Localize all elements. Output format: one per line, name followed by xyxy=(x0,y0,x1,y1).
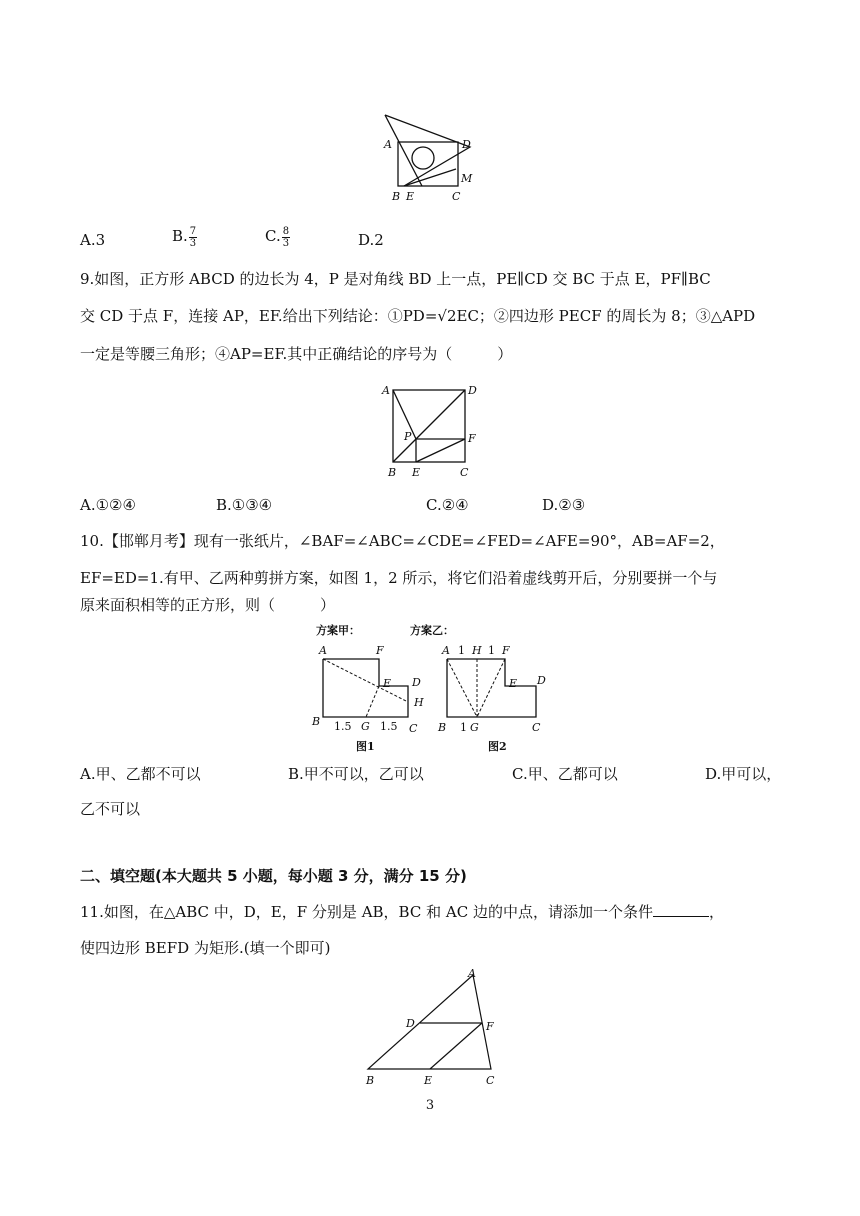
q8-label: A xyxy=(384,138,392,151)
q10-fig1-label: G xyxy=(361,720,370,733)
q9-label: E xyxy=(412,466,421,479)
q10-choice-b: B.甲不可以，乙可以 xyxy=(288,765,424,783)
q10-fig1-label: A xyxy=(319,644,327,657)
q10-fig2-caption: 图2 xyxy=(488,740,507,753)
q10-stem-line3: 原来面积相等的正方形，则（ ） xyxy=(80,596,336,614)
q8-label: M xyxy=(461,172,473,185)
q8-choice-d: D.2 xyxy=(358,231,384,249)
q11-label: B xyxy=(366,1074,375,1087)
q9-label: A xyxy=(382,384,390,397)
q10-choice-d-cont: 乙不可以 xyxy=(80,800,141,818)
q8-choice-a: A.3 xyxy=(80,231,106,249)
q10-fig1-label: 1.5 xyxy=(380,720,398,733)
q8-label: B xyxy=(392,190,401,203)
q10-fig2-label: 1 xyxy=(460,721,467,734)
q11-figure xyxy=(360,965,510,1090)
q8-figure xyxy=(378,110,488,210)
q10-stem-line1: 10.【邯郸月考】现有一张纸片，∠BAF=∠ABC=∠CDE=∠FED=∠AFE=90°，AB=AF=2， xyxy=(80,532,725,550)
q10-fig1-label: F xyxy=(376,644,384,657)
q11-stem-text: 11.如图，在△ABC 中，D，E，F 分别是 AB，BC 和 AC 边的中点，请添加一个条件 xyxy=(80,903,653,921)
q10-fig1-label: H xyxy=(414,696,424,709)
q10-fig2-label: D xyxy=(537,674,546,687)
q10-fig2-title: 方案乙： xyxy=(410,624,454,637)
q9-label: B xyxy=(388,466,397,479)
q9-stem-line1: 9.如图，正方形 ABCD 的边长为 4，P 是对角线 BD 上一点，PE∥CD 交 BC 于点 E，PF∥BC xyxy=(80,270,711,288)
q10-stem-line2: EF=ED=1.有甲、乙两种剪拼方案，如图 1，2 所示，将它们沿着虚线剪开后，分别要拼一个与 xyxy=(80,569,718,587)
q10-choice-d: D.甲可以， xyxy=(705,765,782,783)
q10-fig1-label: 1.5 xyxy=(334,720,352,733)
page-number: 3 xyxy=(425,1098,435,1113)
q11-label: D xyxy=(406,1017,415,1030)
q11-label: F xyxy=(486,1020,494,1033)
q11-label: A xyxy=(468,967,476,980)
q10-fig1-caption: 图1 xyxy=(356,740,375,753)
q10-fig2-label: B xyxy=(438,721,447,734)
q10-choice-a: A.甲、乙都不可以 xyxy=(80,765,201,783)
q11-stem-tail: ， xyxy=(708,903,724,921)
q11-label: E xyxy=(424,1074,433,1087)
q10-fig2-label: C xyxy=(532,721,541,734)
q10-figure1 xyxy=(310,622,440,758)
q9-figure xyxy=(380,380,490,480)
q9-label: C xyxy=(460,466,469,479)
q9-label: P xyxy=(404,430,412,443)
q10-choice-c: C.甲、乙都可以 xyxy=(512,765,618,783)
q10-fig2-label: A xyxy=(442,644,450,657)
q9-choice-b: B.①③④ xyxy=(216,496,273,514)
q8-label: E xyxy=(406,190,415,203)
q10-fig2-label: G xyxy=(470,721,479,734)
q10-fig1-title: 方案甲： xyxy=(316,624,360,637)
q10-fig1-label: C xyxy=(409,722,418,735)
q8-label: D xyxy=(462,138,471,151)
q11-label: C xyxy=(486,1074,495,1087)
section-heading: 二、填空题(本大题共 5 小题，每小题 3 分，满分 15 分) xyxy=(80,867,467,885)
q10-fig2-label: H xyxy=(472,644,482,657)
q10-fig1-label: E xyxy=(383,677,392,690)
q9-stem-line3: 一定是等腰三角形；④AP=EF.其中正确结论的序号为（ ） xyxy=(80,345,513,363)
q9-label: F xyxy=(468,432,476,445)
q9-choice-a: A.①②④ xyxy=(80,496,136,514)
q10-fig1-label: D xyxy=(412,676,421,689)
q11-stem-line2: 使四边形 BEFD 为矩形.(填一个即可) xyxy=(80,939,331,957)
q11-stem-line1 xyxy=(80,901,780,923)
q10-fig2-label: E xyxy=(509,677,518,690)
q9-stem-line2: 交 CD 于点 F，连接 AP，EF.给出下列结论：①PD=√2EC；②四边形 PECF 的周长为 8；③△APD xyxy=(80,307,756,325)
q10-fig2-label: 1 xyxy=(488,644,495,657)
q8-choice-b: B. $\frac{7}{3}$ xyxy=(172,225,197,249)
q9-label: D xyxy=(468,384,477,397)
q10-fig2-label: 1 xyxy=(458,644,465,657)
q9-choice-d: D.②③ xyxy=(542,496,586,514)
q10-fig2-label: F xyxy=(502,644,510,657)
q10-figure2 xyxy=(410,622,562,758)
q9-choice-c: C.②④ xyxy=(426,496,469,514)
answer-blank xyxy=(653,902,709,917)
q10-fig1-label: B xyxy=(312,715,321,728)
q8-label: C xyxy=(452,190,461,203)
q8-choice-c: C. $\frac{8}{3}$ xyxy=(265,225,290,249)
